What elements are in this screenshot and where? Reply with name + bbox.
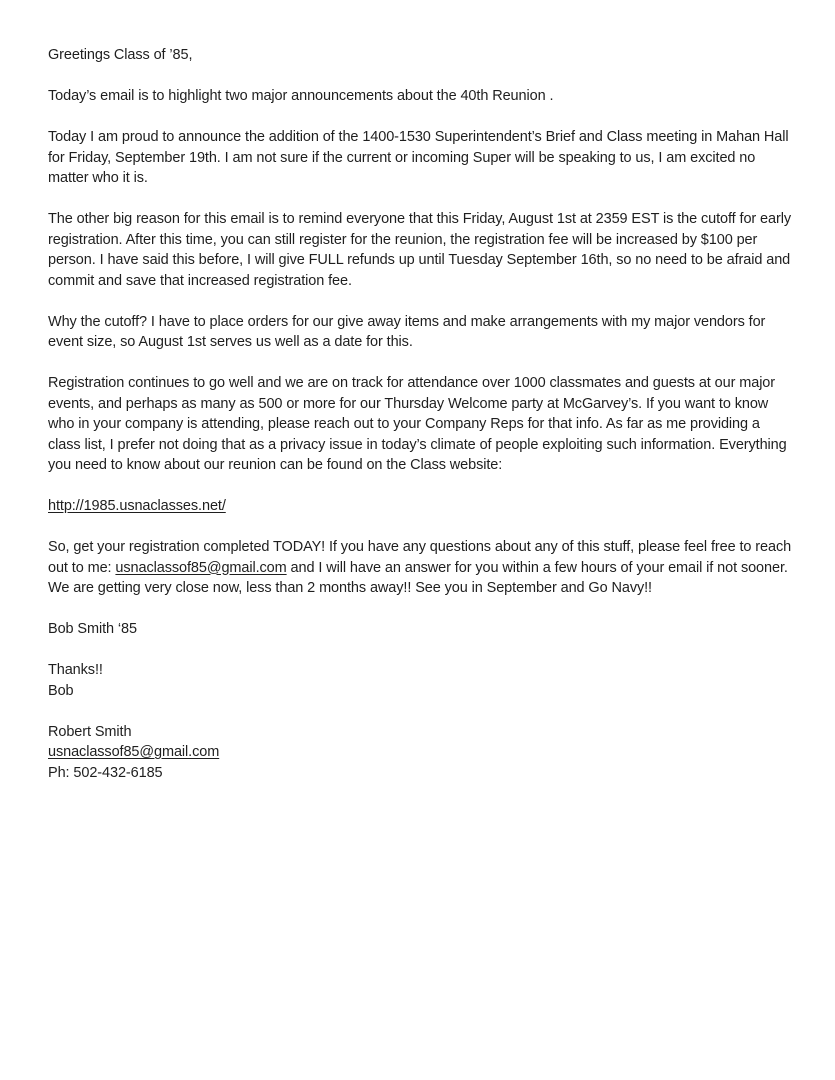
contact-email-link[interactable]: usnaclassof85@gmail.com [115,559,287,576]
signature-email-line [48,742,793,763]
paragraph-announcement-intro: Today’s email is to highlight two major announcements about the 40th Reunion . [48,88,554,104]
signature-email-link[interactable]: usnaclassof85@gmail.com [48,744,220,760]
signature-phone-line: Ph: 502-432-6185 [48,764,163,781]
class-website-link[interactable]: http://1985.usnaclasses.net/ [48,498,226,514]
paragraph-registration-cutoff: The other big reason for this email is to remind everyone that this Friday, August 1st at 2359 EST is the cutoff for early registration. After this time, you can still register for the reunion, the registration fee will be increased by $100 per person. I have said this before, I will give FULL refunds up until Tuesday September 16th, so no need to be afraid and commit and save that increased registration fee. [48,211,791,289]
greeting-line: Greetings Class of ’85, [48,47,193,63]
closing-text-after-email: and I will have an answer for you within a few hours of your email if not sooner. We are getting very close now, less than 2 months away!! See you in September and Go Navy!! [48,559,788,596]
website-link-line [48,496,793,517]
closing-text-before-email: So, get your registration completed TODAY! If you have any questions about any of this stuff, please feel free to reach out to me: [48,539,792,576]
paragraph-superintendent-brief: Today I am proud to announce the addition of the 1400-1530 Superintendent’s Brief and Class meeting in Mahan Hall for Friday, September 19th. I am not sure if the current or incoming Super will be speaking to us, I am excited no matter who it is. [48,129,789,186]
paragraph-registration-status: Registration continues to go well and we are on track for attendance over 1000 classmates and guests at our major events, and perhaps as many as 500 or more for our Thursday Welcome party at McGarvey’s. If you want to know who in your company is attending, please reach out to your Company Reps for that info. As far as me providing a class list, I prefer not doing that as a privacy issue in today’s climate of people exploiting such information. Everything you need to know about our reunion can be found on the Class website: [48,375,787,473]
thanks-line: Thanks!! [48,662,103,678]
short-name-line: Bob [48,682,74,699]
signoff-name-line: Bob Smith ‘85 [48,621,137,637]
signature-full-name-line: Robert Smith [48,723,132,740]
paragraph-closing [48,537,793,599]
paragraph-why-cutoff: Why the cutoff? I have to place orders for our give away items and make arrangements with my major vendors for event size, so August 1st serves us well as a date for this. [48,313,766,350]
